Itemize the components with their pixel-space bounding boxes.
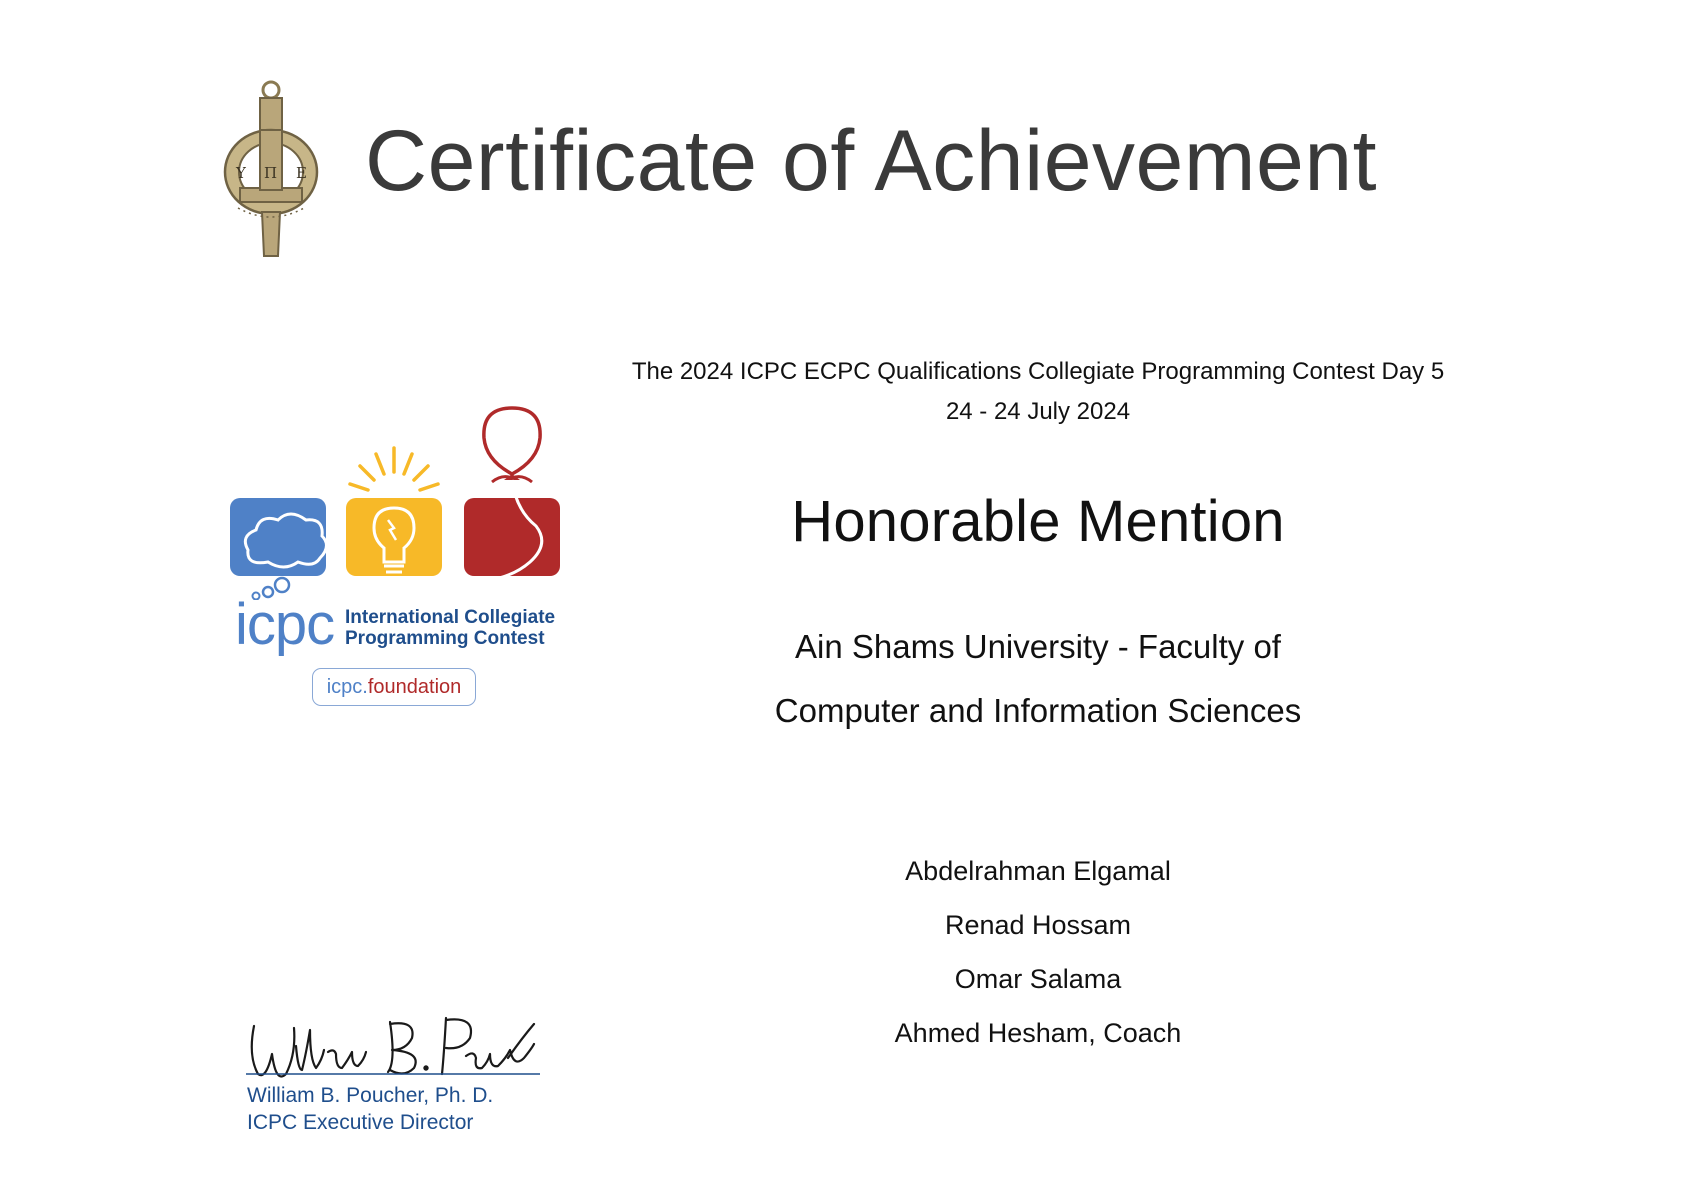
university-line1: Ain Shams University - Faculty of	[795, 628, 1281, 665]
foundation-part2: foundation	[367, 676, 462, 698]
handwritten-signature	[240, 1012, 550, 1087]
team-member: Omar Salama	[954, 964, 1122, 994]
seal-letter-y: Y	[236, 164, 246, 182]
icpc-logo	[226, 400, 566, 605]
university-line2: Computer and Information Sciences	[774, 692, 1302, 729]
icpc-fullname	[345, 607, 555, 649]
icpc-fullname-line1: International Collegiate	[345, 607, 556, 628]
team-member: Renad Hossam	[944, 910, 1132, 940]
icpc-wordmark: icpc	[235, 592, 335, 657]
contest-name: The 2024 ICPC ECPC Qualifications Collegiate Programming Contest Day 5	[631, 358, 1445, 385]
award-title: Honorable Mention	[791, 489, 1285, 554]
upe-key-emblem	[218, 80, 330, 265]
seal-letter-pi: Π	[264, 164, 278, 182]
signatory-title: ICPC Executive Director	[247, 1111, 474, 1134]
team-coach: Ahmed Hesham, Coach	[894, 1018, 1182, 1048]
signatory-name: William B. Poucher, Ph. D.	[247, 1084, 494, 1107]
icpc-foundation-badge	[312, 668, 476, 706]
icpc-fullname-line2: Programming Contest	[345, 628, 545, 649]
team-member: Abdelrahman Elgamal	[905, 856, 1171, 886]
seal-letter-e: E	[296, 164, 307, 182]
certificate-title: Certificate of Achievement	[365, 113, 1378, 209]
foundation-part1: icpc.	[326, 676, 368, 698]
contest-date: 24 - 24 July 2024	[945, 398, 1131, 425]
